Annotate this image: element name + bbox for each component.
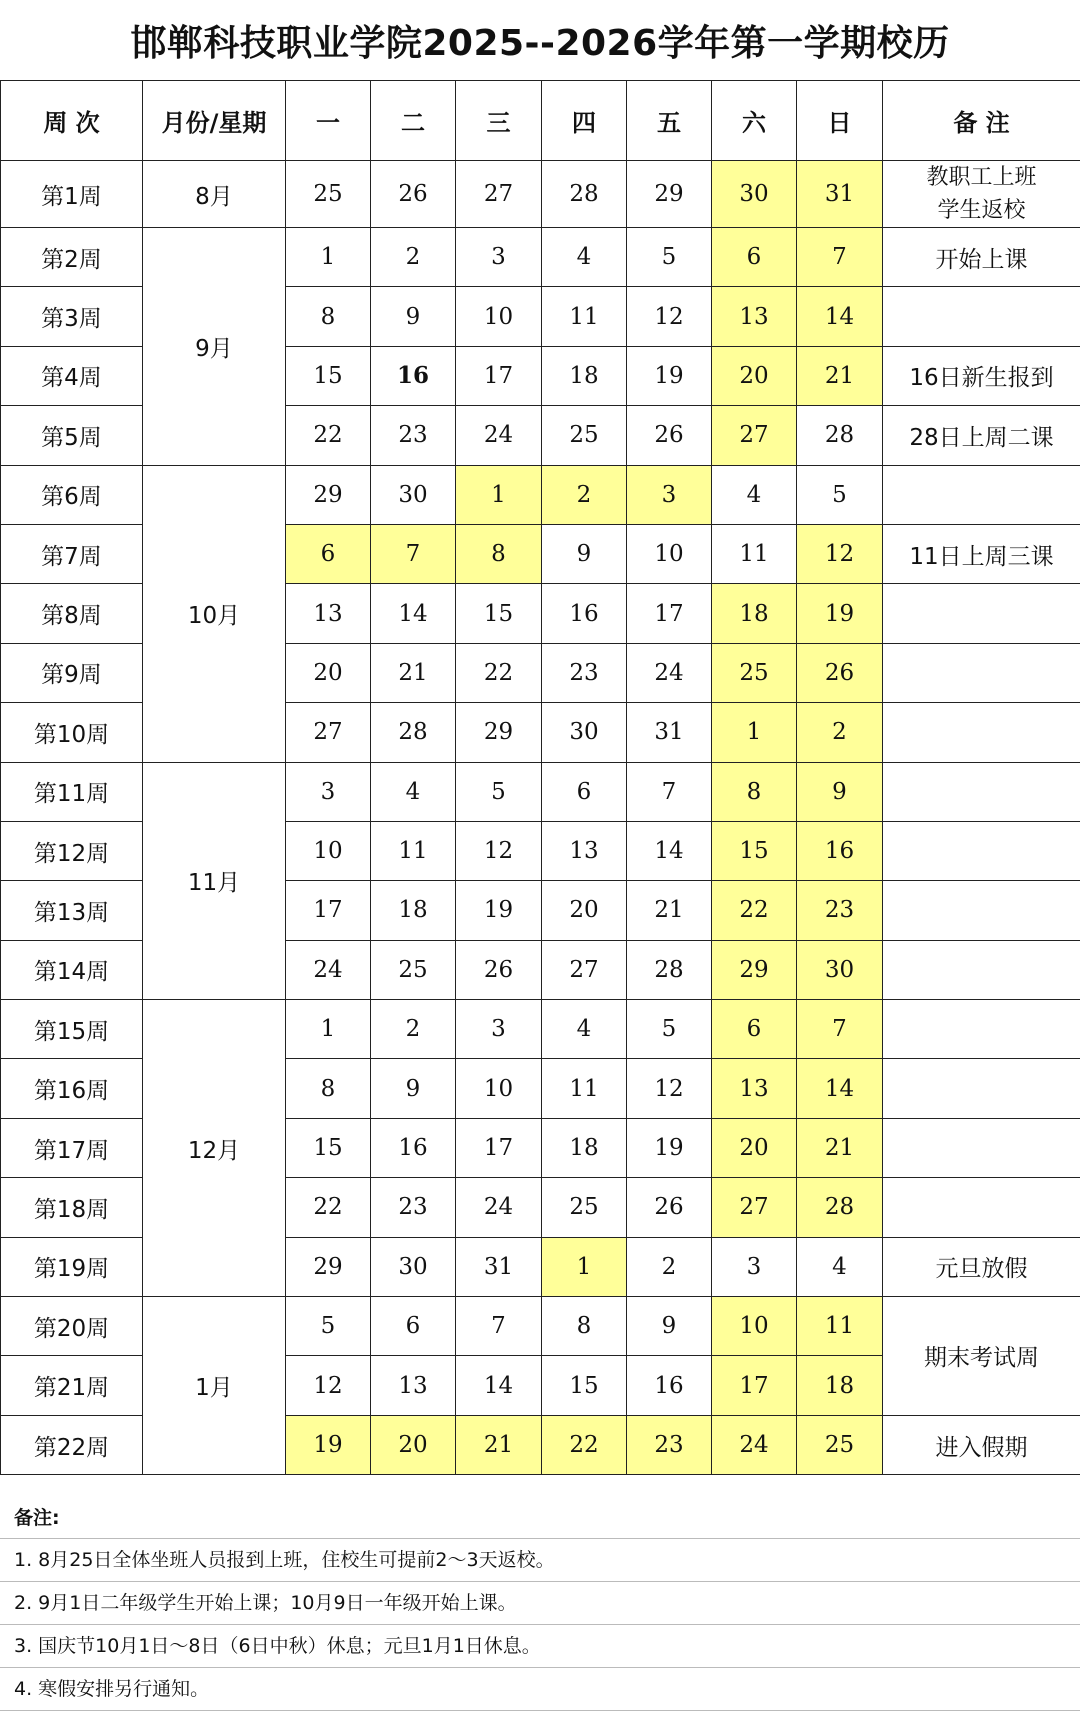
- day-cell-fri: 3: [627, 465, 712, 524]
- day-cell-wed: 17: [456, 1118, 542, 1177]
- week-label: 第1周: [1, 161, 143, 228]
- note-line-4: 4. 寒假安排另行通知。: [0, 1668, 1080, 1711]
- calendar-body: [1, 161, 1080, 1475]
- day-cell-sun: 12: [797, 524, 883, 583]
- day-cell-tue: 26: [371, 161, 456, 228]
- week-label: 第17周: [1, 1118, 143, 1177]
- month-label: 9月: [143, 228, 286, 466]
- day-cell-wed: 24: [456, 1178, 542, 1237]
- day-cell-mon: 13: [286, 584, 371, 643]
- day-cell-fri: 12: [627, 1059, 712, 1118]
- school-calendar-table: [0, 80, 1080, 1475]
- day-cell-sat: 27: [712, 1178, 797, 1237]
- day-cell-tue: 23: [371, 1178, 456, 1237]
- header-wed: 三: [456, 81, 542, 161]
- day-cell-thu: 20: [542, 881, 627, 940]
- week-label: 第8周: [1, 584, 143, 643]
- day-cell-fri: 9: [627, 1297, 712, 1356]
- day-cell-wed: 10: [456, 287, 542, 346]
- day-cell-mon: 29: [286, 1237, 371, 1296]
- month-label: 1月: [143, 1297, 286, 1475]
- remark-cell: [883, 940, 1080, 999]
- week-label: 第4周: [1, 346, 143, 405]
- day-cell-thu: 13: [542, 821, 627, 880]
- day-cell-sat: 1: [712, 703, 797, 762]
- day-cell-wed: 12: [456, 821, 542, 880]
- day-cell-fri: 26: [627, 1178, 712, 1237]
- remark-cell: [883, 1178, 1080, 1237]
- day-cell-fri: 19: [627, 346, 712, 405]
- day-cell-thu: 1: [542, 1237, 627, 1296]
- day-cell-sun: 18: [797, 1356, 883, 1415]
- day-cell-tue: 13: [371, 1356, 456, 1415]
- day-cell-sun: 7: [797, 228, 883, 287]
- day-cell-fri: 31: [627, 703, 712, 762]
- remark-cell: 16日新生报到: [883, 346, 1080, 405]
- day-cell-mon: 19: [286, 1415, 371, 1474]
- day-cell-tue: 30: [371, 465, 456, 524]
- day-cell-sun: 7: [797, 1000, 883, 1059]
- day-cell-fri: 5: [627, 228, 712, 287]
- day-cell-sat: 20: [712, 346, 797, 405]
- week-label: 第12周: [1, 821, 143, 880]
- day-cell-sun: 21: [797, 1118, 883, 1177]
- day-cell-sat: 8: [712, 762, 797, 821]
- day-cell-sun: 30: [797, 940, 883, 999]
- day-cell-wed: 3: [456, 228, 542, 287]
- day-cell-wed: 3: [456, 1000, 542, 1059]
- remark-cell: [883, 287, 1080, 346]
- day-cell-sun: 4: [797, 1237, 883, 1296]
- remark-cell: [883, 703, 1080, 762]
- day-cell-thu: 18: [542, 346, 627, 405]
- day-cell-tue: 23: [371, 406, 456, 465]
- day-cell-sat: 15: [712, 821, 797, 880]
- day-cell-sat: 20: [712, 1118, 797, 1177]
- day-cell-tue: 11: [371, 821, 456, 880]
- day-cell-wed: 8: [456, 524, 542, 583]
- day-cell-sat: 10: [712, 1297, 797, 1356]
- week-label: 第22周: [1, 1415, 143, 1474]
- day-cell-wed: 27: [456, 161, 542, 228]
- day-cell-wed: 15: [456, 584, 542, 643]
- day-cell-wed: 17: [456, 346, 542, 405]
- day-cell-wed: 1: [456, 465, 542, 524]
- day-cell-mon: 8: [286, 1059, 371, 1118]
- day-cell-fri: 2: [627, 1237, 712, 1296]
- day-cell-sun: 11: [797, 1297, 883, 1356]
- day-cell-fri: 28: [627, 940, 712, 999]
- note-line-2: 2. 9月1日二年级学生开始上课；10月9日一年级开始上课。: [0, 1582, 1080, 1625]
- day-cell-thu: 4: [542, 1000, 627, 1059]
- week-label: 第13周: [1, 881, 143, 940]
- day-cell-tue: 28: [371, 703, 456, 762]
- week-label: 第11周: [1, 762, 143, 821]
- month-label: 12月: [143, 1000, 286, 1297]
- week-label: 第3周: [1, 287, 143, 346]
- remark-cell: 28日上周二课: [883, 406, 1080, 465]
- week-row: [1, 465, 1080, 524]
- day-cell-mon: 17: [286, 881, 371, 940]
- day-cell-sun: 28: [797, 406, 883, 465]
- header-thu: 四: [542, 81, 627, 161]
- day-cell-fri: 14: [627, 821, 712, 880]
- day-cell-sat: 6: [712, 1000, 797, 1059]
- month-label: 8月: [143, 161, 286, 228]
- day-cell-tue: 9: [371, 1059, 456, 1118]
- day-cell-sun: 14: [797, 1059, 883, 1118]
- week-label: 第18周: [1, 1178, 143, 1237]
- day-cell-thu: 23: [542, 643, 627, 702]
- day-cell-sat: 30: [712, 161, 797, 228]
- day-cell-mon: 29: [286, 465, 371, 524]
- day-cell-tue: 16: [371, 346, 456, 405]
- day-cell-thu: 27: [542, 940, 627, 999]
- remark-cell: [883, 584, 1080, 643]
- day-cell-wed: 7: [456, 1297, 542, 1356]
- day-cell-mon: 1: [286, 1000, 371, 1059]
- day-cell-thu: 9: [542, 524, 627, 583]
- day-cell-tue: 9: [371, 287, 456, 346]
- day-cell-sat: 29: [712, 940, 797, 999]
- day-cell-wed: 14: [456, 1356, 542, 1415]
- remark-cell: [883, 1059, 1080, 1118]
- month-label: 10月: [143, 465, 286, 762]
- week-label: 第7周: [1, 524, 143, 583]
- remark-cell: [883, 465, 1080, 524]
- day-cell-sat: 24: [712, 1415, 797, 1474]
- day-cell-fri: 5: [627, 1000, 712, 1059]
- week-label: 第15周: [1, 1000, 143, 1059]
- remark-cell: [883, 762, 1080, 821]
- remark-cell: 期末考试周: [883, 1297, 1080, 1416]
- week-label: 第19周: [1, 1237, 143, 1296]
- week-label: 第6周: [1, 465, 143, 524]
- remark-cell: [883, 821, 1080, 880]
- day-cell-wed: 26: [456, 940, 542, 999]
- day-cell-mon: 1: [286, 228, 371, 287]
- day-cell-sun: 31: [797, 161, 883, 228]
- day-cell-mon: 10: [286, 821, 371, 880]
- day-cell-mon: 22: [286, 406, 371, 465]
- week-row: [1, 161, 1080, 228]
- day-cell-tue: 16: [371, 1118, 456, 1177]
- week-label: 第9周: [1, 643, 143, 702]
- remark-cell: 进入假期: [883, 1415, 1080, 1474]
- day-cell-tue: 25: [371, 940, 456, 999]
- week-row: [1, 1297, 1080, 1356]
- week-label: 第16周: [1, 1059, 143, 1118]
- day-cell-sat: 13: [712, 287, 797, 346]
- day-cell-mon: 8: [286, 287, 371, 346]
- day-cell-mon: 20: [286, 643, 371, 702]
- week-label: 第20周: [1, 1297, 143, 1356]
- day-cell-wed: 24: [456, 406, 542, 465]
- notes-section: [0, 1498, 1080, 1711]
- remark-line: 教职工上班: [926, 165, 1037, 190]
- remark-cell: [883, 1118, 1080, 1177]
- day-cell-tue: 14: [371, 584, 456, 643]
- day-cell-sat: 6: [712, 228, 797, 287]
- day-cell-thu: 11: [542, 287, 627, 346]
- day-cell-sun: 9: [797, 762, 883, 821]
- day-cell-sun: 14: [797, 287, 883, 346]
- day-cell-sun: 26: [797, 643, 883, 702]
- day-cell-thu: 25: [542, 1178, 627, 1237]
- remark-cell: 11日上周三课: [883, 524, 1080, 583]
- day-cell-sat: 13: [712, 1059, 797, 1118]
- day-cell-sun: 25: [797, 1415, 883, 1474]
- week-label: 第21周: [1, 1356, 143, 1415]
- remark-line: 学生返校: [937, 198, 1026, 223]
- day-cell-thu: 25: [542, 406, 627, 465]
- day-cell-tue: 30: [371, 1237, 456, 1296]
- day-cell-sat: 17: [712, 1356, 797, 1415]
- day-cell-sun: 28: [797, 1178, 883, 1237]
- day-cell-mon: 25: [286, 161, 371, 228]
- week-label: 第10周: [1, 703, 143, 762]
- day-cell-thu: 15: [542, 1356, 627, 1415]
- week-label: 第5周: [1, 406, 143, 465]
- header-remarks: 备 注: [883, 81, 1080, 161]
- header-sat: 六: [712, 81, 797, 161]
- day-cell-mon: 24: [286, 940, 371, 999]
- day-cell-sat: 3: [712, 1237, 797, 1296]
- day-cell-fri: 17: [627, 584, 712, 643]
- day-cell-fri: 26: [627, 406, 712, 465]
- day-cell-thu: 28: [542, 161, 627, 228]
- day-cell-thu: 16: [542, 584, 627, 643]
- day-cell-tue: 6: [371, 1297, 456, 1356]
- day-cell-mon: 3: [286, 762, 371, 821]
- day-cell-fri: 12: [627, 287, 712, 346]
- day-cell-tue: 2: [371, 228, 456, 287]
- month-label: 11月: [143, 762, 286, 1000]
- day-cell-thu: 4: [542, 228, 627, 287]
- day-cell-thu: 30: [542, 703, 627, 762]
- day-cell-mon: 12: [286, 1356, 371, 1415]
- day-cell-tue: 18: [371, 881, 456, 940]
- remark-cell: [883, 1000, 1080, 1059]
- day-cell-sat: 27: [712, 406, 797, 465]
- week-row: [1, 1000, 1080, 1059]
- remark-cell: 开始上课: [883, 228, 1080, 287]
- day-cell-sun: 2: [797, 703, 883, 762]
- day-cell-tue: 4: [371, 762, 456, 821]
- remark-cell: [883, 881, 1080, 940]
- day-cell-fri: 10: [627, 524, 712, 583]
- header-sun: 日: [797, 81, 883, 161]
- day-cell-mon: 22: [286, 1178, 371, 1237]
- week-row: [1, 762, 1080, 821]
- day-cell-wed: 22: [456, 643, 542, 702]
- day-cell-tue: 21: [371, 643, 456, 702]
- day-cell-fri: 29: [627, 161, 712, 228]
- day-cell-thu: 11: [542, 1059, 627, 1118]
- note-line-1: 1. 8月25日全体坐班人员报到上班，住校生可提前2～3天返校。: [0, 1539, 1080, 1582]
- day-cell-fri: 19: [627, 1118, 712, 1177]
- week-label: 第2周: [1, 228, 143, 287]
- day-cell-thu: 2: [542, 465, 627, 524]
- day-cell-wed: 31: [456, 1237, 542, 1296]
- day-cell-tue: 2: [371, 1000, 456, 1059]
- remark-cell: [883, 643, 1080, 702]
- day-cell-wed: 5: [456, 762, 542, 821]
- day-cell-thu: 18: [542, 1118, 627, 1177]
- day-cell-sat: 25: [712, 643, 797, 702]
- calendar-title: 邯郸科技职业学院2025--2026学年第一学期校历: [130, 22, 950, 64]
- day-cell-fri: 16: [627, 1356, 712, 1415]
- day-cell-mon: 5: [286, 1297, 371, 1356]
- day-cell-thu: 22: [542, 1415, 627, 1474]
- day-cell-thu: 8: [542, 1297, 627, 1356]
- day-cell-fri: 7: [627, 762, 712, 821]
- day-cell-fri: 21: [627, 881, 712, 940]
- day-cell-mon: 15: [286, 1118, 371, 1177]
- day-cell-mon: 27: [286, 703, 371, 762]
- day-cell-fri: 23: [627, 1415, 712, 1474]
- header-row: [1, 81, 1080, 161]
- day-cell-sat: 11: [712, 524, 797, 583]
- day-cell-sun: 5: [797, 465, 883, 524]
- day-cell-sun: 23: [797, 881, 883, 940]
- day-cell-sat: 4: [712, 465, 797, 524]
- remark-cell: [883, 161, 1080, 228]
- day-cell-tue: 7: [371, 524, 456, 583]
- note-line-3: 3. 国庆节10月1日～8日（6日中秋）休息；元旦1月1日休息。: [0, 1625, 1080, 1668]
- header-fri: 五: [627, 81, 712, 161]
- day-cell-mon: 6: [286, 524, 371, 583]
- day-cell-sat: 18: [712, 584, 797, 643]
- day-cell-thu: 6: [542, 762, 627, 821]
- week-label: 第14周: [1, 940, 143, 999]
- header-mon: 一: [286, 81, 371, 161]
- day-cell-sun: 19: [797, 584, 883, 643]
- notes-heading: 备注:: [0, 1498, 1080, 1539]
- day-cell-fri: 24: [627, 643, 712, 702]
- day-cell-sun: 21: [797, 346, 883, 405]
- day-cell-wed: 10: [456, 1059, 542, 1118]
- day-cell-sat: 22: [712, 881, 797, 940]
- day-cell-tue: 20: [371, 1415, 456, 1474]
- day-cell-sun: 16: [797, 821, 883, 880]
- header-week: 周 次: [1, 81, 143, 161]
- day-cell-mon: 15: [286, 346, 371, 405]
- week-row: [1, 228, 1080, 287]
- header-tue: 二: [371, 81, 456, 161]
- header-month-weekday: 月份/星期: [143, 81, 286, 161]
- day-cell-wed: 21: [456, 1415, 542, 1474]
- day-cell-wed: 19: [456, 881, 542, 940]
- remark-cell: 元旦放假: [883, 1237, 1080, 1296]
- day-cell-wed: 29: [456, 703, 542, 762]
